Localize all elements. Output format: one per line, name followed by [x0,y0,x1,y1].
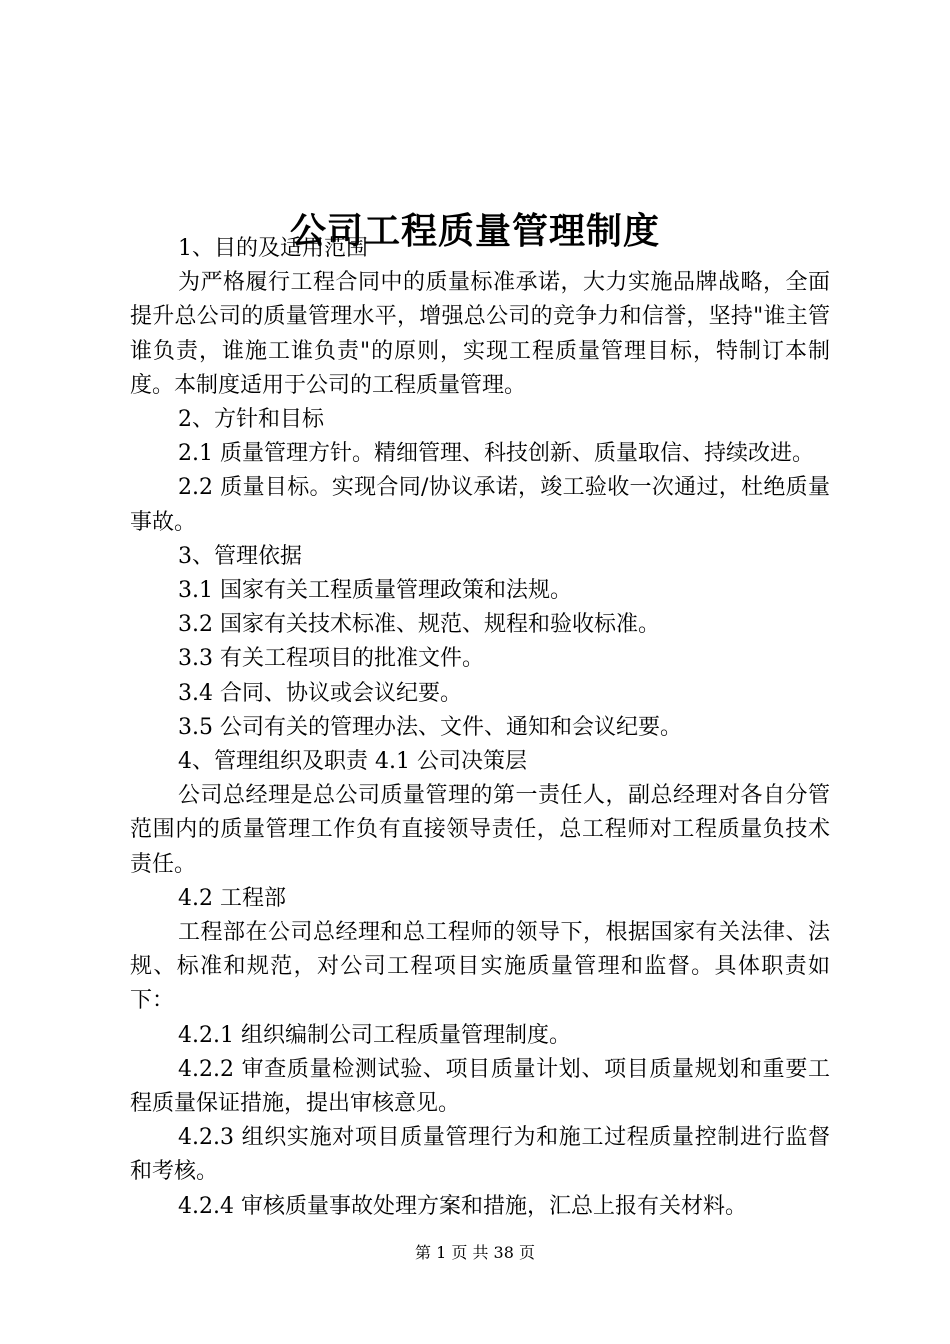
paragraph-purpose: 为严格履行工程合同中的质量标准承诺，大力实施品牌战略，全面提升总公司的质量管理水平，增强总公司的竞争力和信誉，坚持"谁主管谁负责，谁施工谁负责"的原则，实现工程质量管理目标，特制订本制度。本制度适用于公司的工程质量管理。 [130,270,830,398]
subsection-heading-4-2: 4.2 工程部 [178,885,286,911]
section-heading-2: 2、方针和目标 [178,407,324,433]
paragraph-4-2-4: 4.2.4 审核质量事故处理方案和措施，汇总上报有关材料。 [178,1193,747,1219]
paragraph-3-5: 3.5 公司有关的管理办法、文件、通知和会议纪要。 [178,714,682,740]
section-heading-4: 4、管理组织及职责 4.1 公司决策层 [178,749,527,775]
paragraph-3-4: 3.4 合同、协议或会议纪要。 [178,680,462,706]
paragraph-4-2-intro: 工程部在公司总经理和总工程师的领导下，根据国家有关法律、法规、标准和规范，对公司工程项目实施质量管理和监督。具体职责如下： [130,920,830,1014]
paragraph-3-1: 3.1 国家有关工程质量管理政策和法规。 [178,578,572,604]
document-title: 公司工程质量管理制度 [289,211,660,253]
section-heading-3: 3、管理依据 [178,543,302,569]
paragraph-4-2-2: 4.2.2 审查质量检测试验、项目质量计划、项目质量规划和重要工程质量保证措施，提出审核意见。 [130,1056,830,1117]
paragraph-4-1: 公司总经理是总公司质量管理的第一责任人，副总经理对各自分管范围内的质量管理工作负有直接领导责任，总工程师对工程质量负技术责任。 [130,783,830,877]
paragraph-3-2: 3.2 国家有关技术标准、规范、规程和验收标准。 [178,612,660,638]
paragraph-3-3: 3.3 有关工程项目的批准文件。 [178,646,484,672]
paragraph-2-2: 2.2 质量目标。实现合同/协议承诺，竣工验收一次通过，杜绝质量事故。 [130,475,830,535]
document-body [130,232,830,1224]
paragraph-4-2-1: 4.2.1 组织编制公司工程质量管理制度。 [178,1022,571,1048]
paragraph-4-2-3: 4.2.3 组织实施对项目质量管理行为和施工过程质量控制进行监督和考核。 [130,1125,830,1185]
page-number-footer: 第 1 页 共 38 页 [415,1243,535,1262]
paragraph-2-1: 2.1 质量管理方针。精细管理、科技创新、质量取信、持续改进。 [178,441,814,467]
section-heading-1: 1、目的及适用范围 [178,236,368,261]
